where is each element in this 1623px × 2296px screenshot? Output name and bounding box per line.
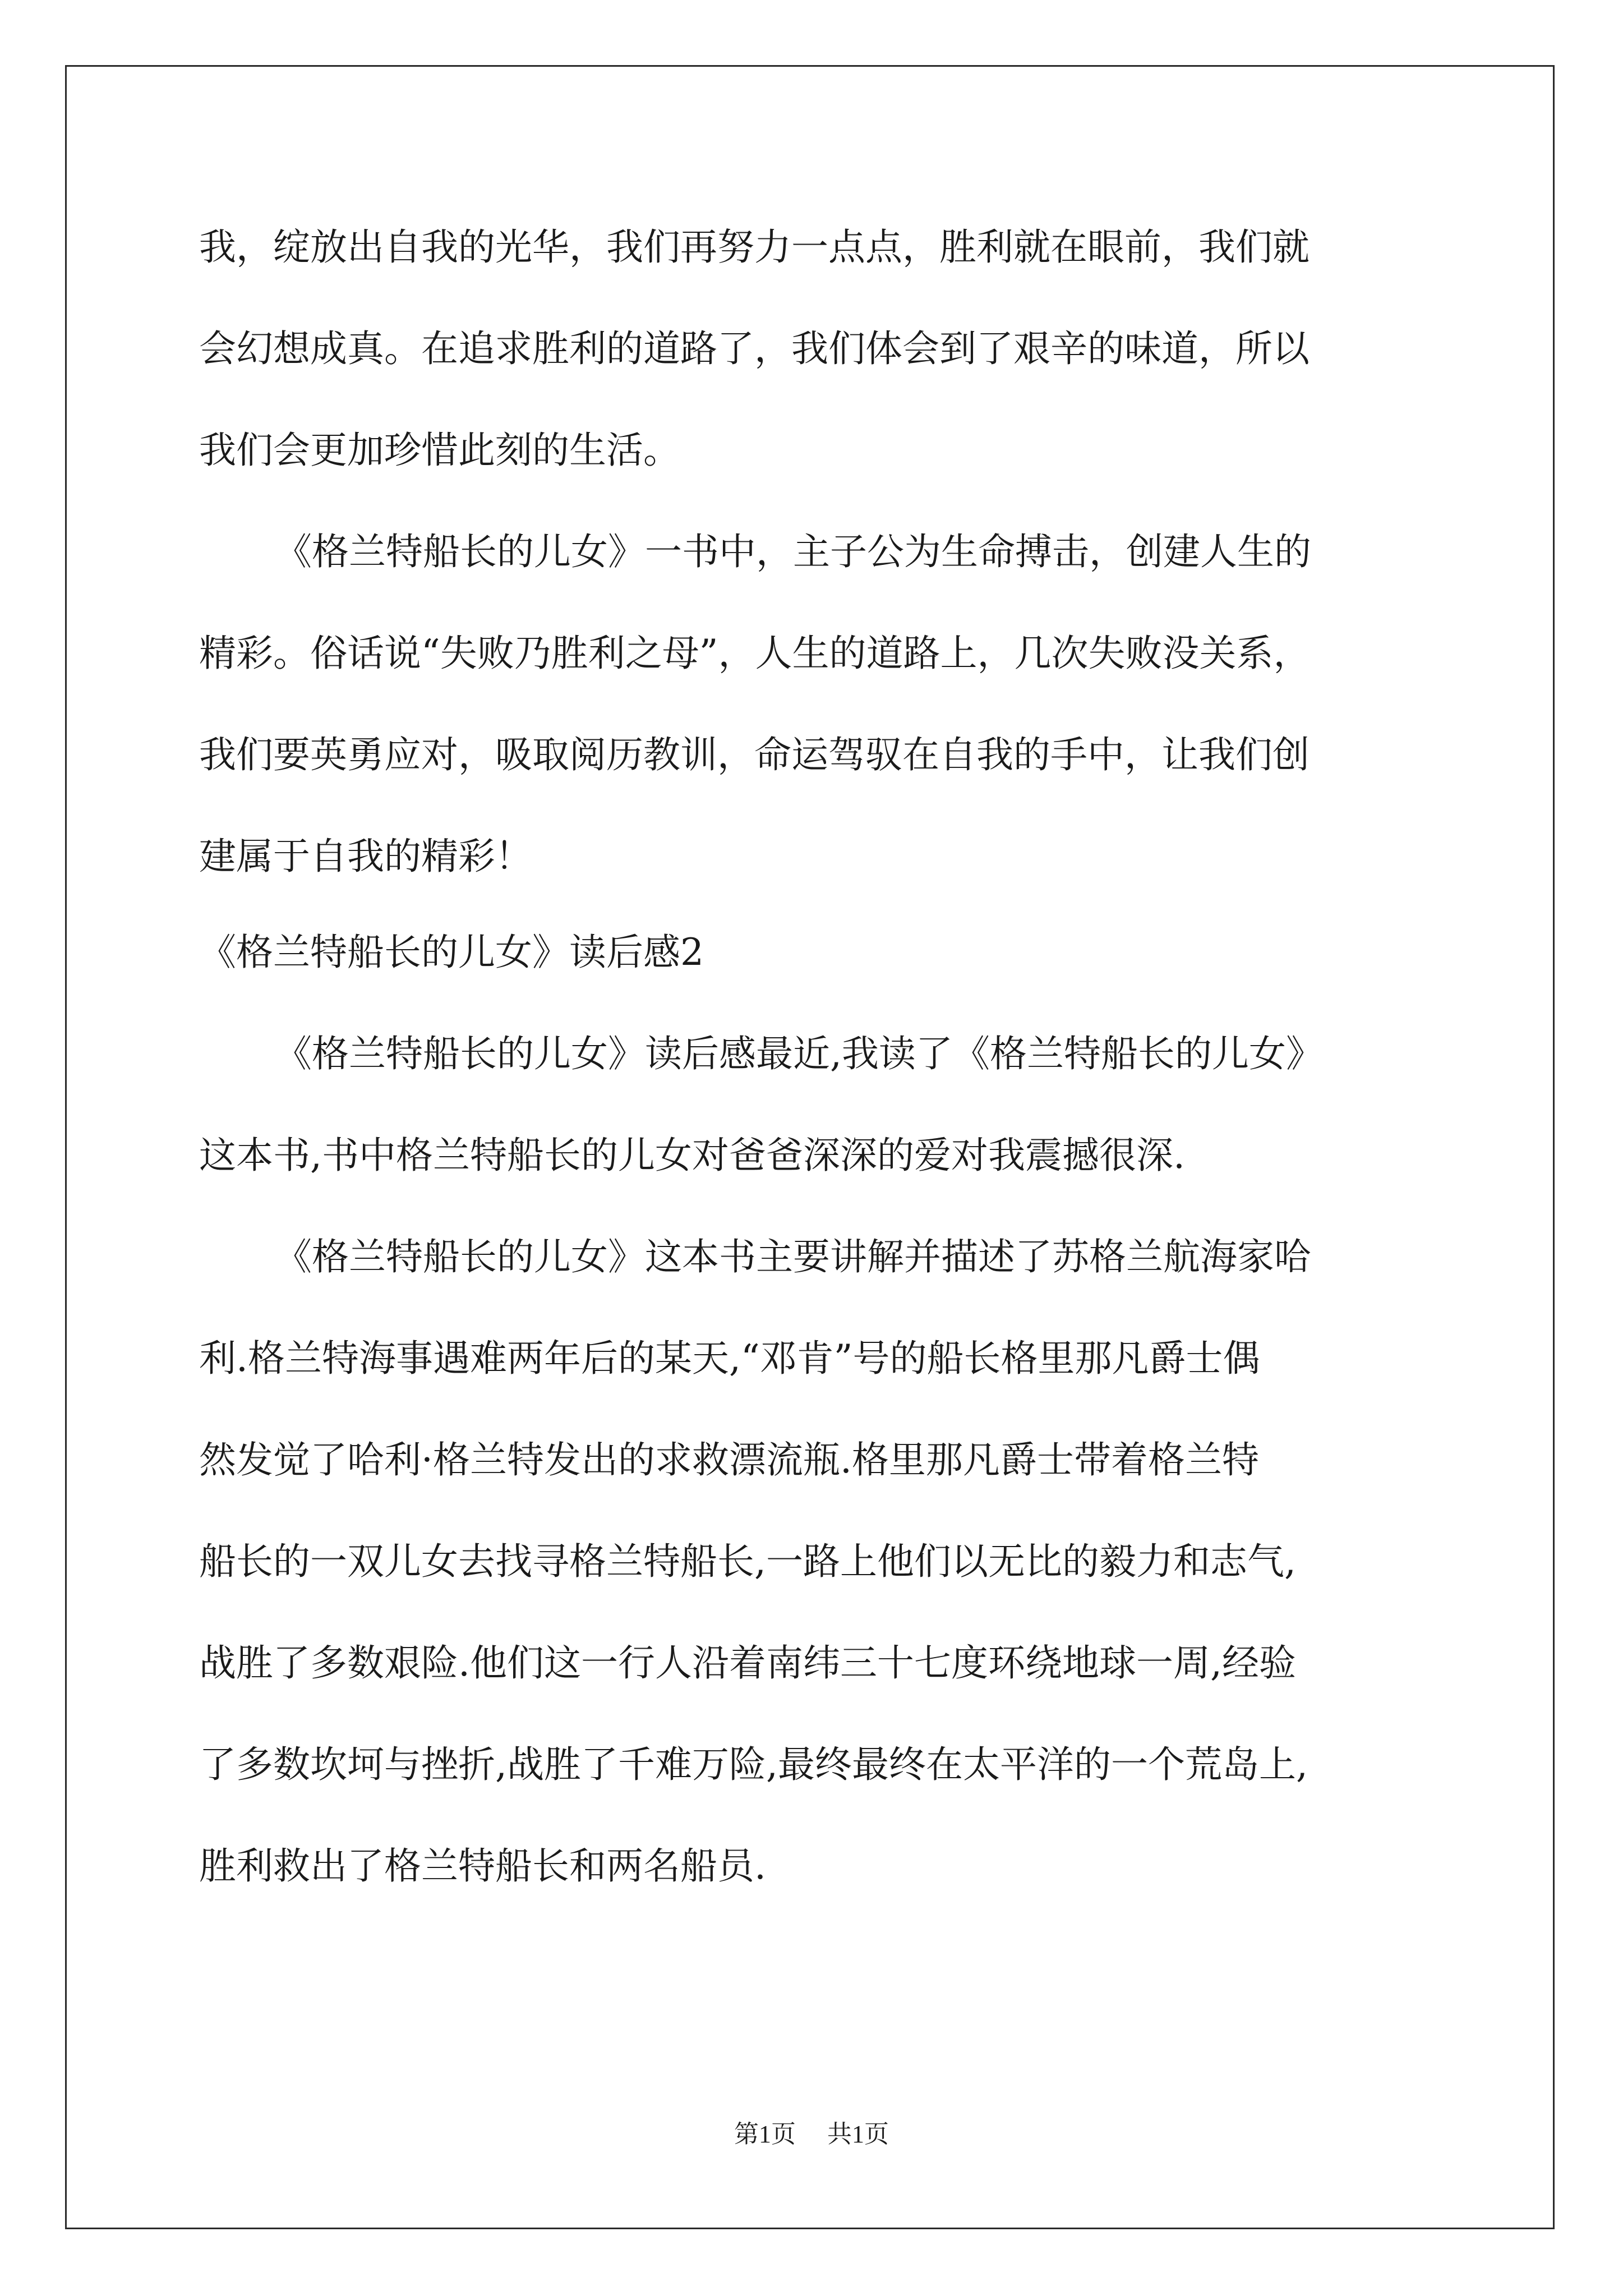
paragraph-line: 我们会更加珍惜此刻的生活。 [199,429,680,472]
page-number: 第1页 [734,2120,796,2148]
paragraph-line: 战胜了多数艰险.他们这一行人沿着南纬三十七度环绕地球一周,经验 [199,1641,1296,1685]
paragraph-line: 建属于自我的精彩！ [199,835,532,878]
paragraph-line: 精彩。俗话说“失败乃胜利之母”，人生的道路上，几次失败没关系， [199,632,1311,675]
paragraph-line: 我，绽放出自我的光华，我们再努力一点点，胜利就在眼前，我们就 [199,226,1310,269]
paragraph-line: 《格兰特船长的儿女》一书中，主子公为生命搏击，创建人生的 [275,530,1311,573]
paragraph-line: 我们要英勇应对，吸取阅历教训，命运驾驭在自我的手中，让我们创 [199,733,1310,776]
paragraph-line: 利.格兰特海事遇难两年后的某天,“邓肯”号的船长格里那凡爵士偶 [199,1337,1260,1380]
paragraph-line: 然发觉了哈利·格兰特发出的求救漂流瓶.格里那凡爵士带着格兰特 [199,1438,1259,1481]
section-heading: 《格兰特船长的儿女》读后感2 [199,931,704,974]
paragraph-line: 了多数坎坷与挫折,战胜了千难万险,最终最终在太平洋的一个荒岛上, [199,1743,1308,1786]
paragraph-line: 这本书,书中格兰特船长的儿女对爸爸深深的爱对我震撼很深. [199,1134,1185,1177]
paragraph-line: 《格兰特船长的儿女》读后感最近,我读了《格兰特船长的儿女》 [275,1032,1323,1075]
page-total: 共1页 [827,2120,889,2148]
page-footer [0,2122,1623,2147]
paragraph-line: 船长的一双儿女去找寻格兰特船长,一路上他们以无比的毅力和志气, [199,1540,1296,1583]
paragraph-line: 会幻想成真。在追求胜利的道路了，我们体会到了艰辛的味道，所以 [199,327,1310,370]
paragraph-line: 《格兰特船长的儿女》这本书主要讲解并描述了苏格兰航海家哈 [275,1235,1311,1278]
paragraph-line: 胜利救出了格兰特船长和两名船员. [199,1844,766,1888]
